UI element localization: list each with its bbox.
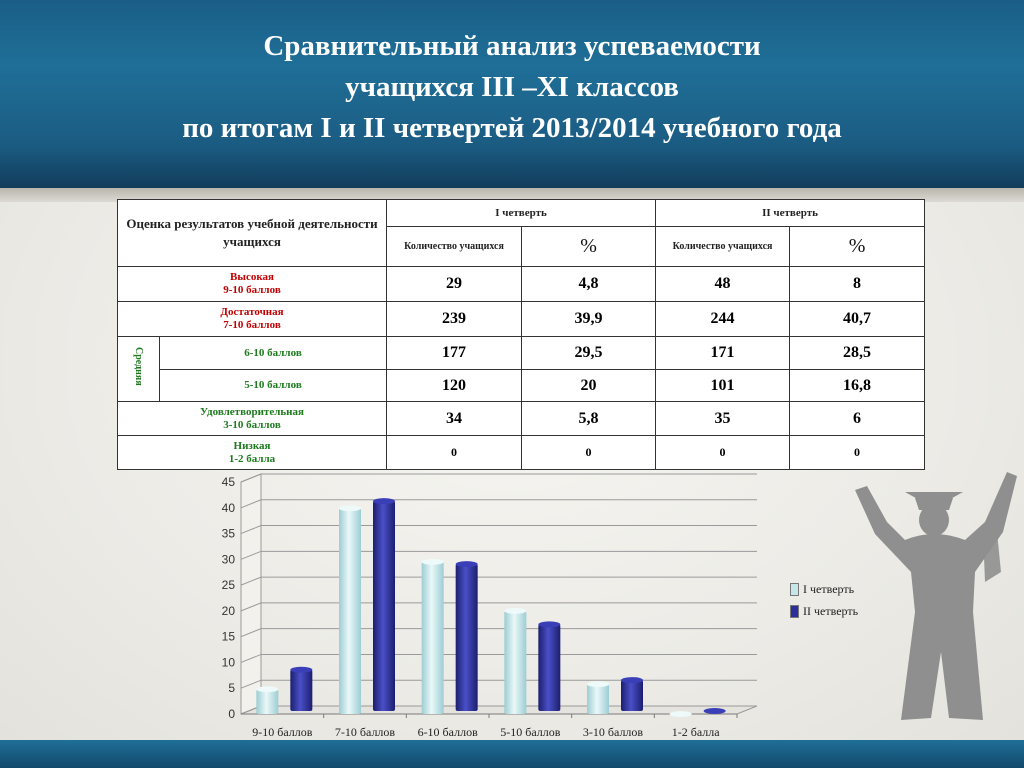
chart-legend (790, 578, 858, 622)
row-label-range: 9-10 баллов (223, 284, 281, 296)
row-label (118, 302, 387, 337)
bar (504, 611, 526, 714)
row-label-title: Достаточная (220, 306, 284, 318)
q1-count-cell: 34 (387, 402, 522, 436)
table-row (118, 302, 925, 337)
bar-cap (504, 608, 526, 614)
x-tick-label: 1-2 балла (671, 725, 720, 739)
bar-cap (621, 677, 643, 683)
q2-pct-cell: 40,7 (790, 302, 925, 337)
row-label: 5-10 баллов (160, 370, 387, 402)
table-row (118, 370, 925, 402)
header-quarter-2: II четверть (656, 200, 925, 227)
q2-pct-cell: 16,8 (790, 370, 925, 402)
bar-cap (422, 559, 444, 565)
row-label-title: Удовлетворительная (200, 405, 304, 418)
gridline (241, 500, 757, 508)
bar (373, 501, 395, 711)
q2-count-cell: 171 (656, 337, 790, 370)
bar (621, 680, 643, 711)
y-tick-label: 45 (221, 475, 235, 489)
x-tick-label: 6-10 баллов (417, 725, 478, 739)
bar (339, 508, 361, 714)
legend-label-q1: I четверть (803, 581, 855, 596)
q2-count-cell: 0 (656, 436, 790, 470)
bar (290, 670, 312, 711)
row-label (118, 402, 387, 436)
y-tick-label: 20 (221, 603, 235, 618)
header-q2-count: Количество учащихся (656, 227, 790, 267)
title-line-1: Сравнительный анализ успеваемости (263, 30, 761, 62)
bar-cap (704, 708, 726, 714)
legend-item (790, 578, 858, 600)
gridline (241, 577, 757, 585)
bar-cap (373, 498, 395, 504)
q2-pct-cell: 0 (790, 436, 925, 470)
q2-pct-cell: 8 (790, 267, 925, 302)
legend-swatch-q2 (790, 605, 799, 618)
bar-cap (256, 686, 278, 692)
y-tick-label: 35 (221, 526, 235, 541)
gridline (241, 474, 757, 482)
q1-pct-cell: 0 (522, 436, 656, 470)
page-title (0, 26, 1024, 149)
y-tick-label: 0 (228, 707, 235, 721)
y-tick-label: 15 (221, 629, 235, 644)
legend-label-q2: II четверть (803, 603, 859, 618)
y-tick-label: 5 (228, 681, 235, 696)
header-q1-pct: % (522, 227, 656, 267)
row-label (118, 267, 387, 302)
row-label: 6-10 баллов (160, 337, 387, 370)
header-q1-count: Количество учащихся (387, 227, 522, 267)
title-line-2: учащихся III –XI классов (345, 71, 679, 103)
q1-count-cell: 177 (387, 337, 522, 370)
row-label (118, 436, 387, 470)
q1-count-cell: 29 (387, 267, 522, 302)
row-label-title: Низкая (233, 439, 271, 452)
row-label-title: Высокая (230, 271, 274, 283)
bar (456, 564, 478, 711)
q2-count-cell: 48 (656, 267, 790, 302)
bar-cap (456, 561, 478, 567)
bar-cap (339, 505, 361, 511)
legend-item (790, 600, 858, 622)
y-tick-label: 10 (221, 655, 235, 670)
table-row (118, 337, 925, 370)
q2-pct-cell: 6 (790, 402, 925, 436)
title-line-3: по итогам I и II четвертей 2013/2014 учебного года (182, 112, 842, 144)
gridline (241, 603, 757, 611)
gridline (241, 654, 757, 662)
bar-cap (587, 681, 609, 687)
graduate-silhouette-image (845, 462, 1024, 732)
q1-count-cell: 239 (387, 302, 522, 337)
legend-swatch-q1 (790, 583, 799, 596)
table-row (118, 436, 925, 470)
bar (256, 689, 278, 714)
bar (538, 624, 560, 711)
bar-chart (205, 472, 765, 742)
footer-bar (0, 740, 1024, 768)
header-assessment: Оценка результатов учебной деятельности учащихся (118, 200, 387, 267)
q1-pct-cell: 20 (522, 370, 656, 402)
gridline (241, 629, 757, 637)
y-tick-label: 30 (221, 552, 235, 567)
q1-pct-cell: 4,8 (522, 267, 656, 302)
gridline (241, 551, 757, 559)
row-label-range: 1-2 балла (228, 452, 276, 465)
header-quarter-1: I четверть (387, 200, 656, 227)
x-tick-label: 7-10 баллов (334, 725, 396, 739)
row-label-range: 7-10 баллов (223, 319, 281, 331)
q1-pct-cell: 5,8 (522, 402, 656, 436)
header-q2-pct: % (790, 227, 925, 267)
bar-cap (670, 711, 692, 717)
y-tick-label: 25 (221, 578, 235, 593)
bar (587, 684, 609, 714)
q2-count-cell: 101 (656, 370, 790, 402)
q2-pct-cell: 28,5 (790, 337, 925, 370)
q1-pct-cell: 39,9 (522, 302, 656, 337)
q1-count-cell: 120 (387, 370, 522, 402)
results-table (117, 199, 925, 470)
x-tick-label: 3-10 баллов (582, 725, 644, 739)
bar (422, 562, 444, 714)
bar-cap (538, 621, 560, 627)
row-label-range: 3-10 баллов (223, 418, 281, 431)
gridline (241, 526, 757, 534)
q1-pct-cell: 29,5 (522, 337, 656, 370)
bar-cap (290, 667, 312, 673)
chart-side-wall (241, 474, 261, 714)
q2-count-cell: 244 (656, 302, 790, 337)
table-row (118, 267, 925, 302)
q2-count-cell: 35 (656, 402, 790, 436)
table-row (118, 402, 925, 436)
q1-count-cell: 0 (387, 436, 522, 470)
group-label: Средняя (133, 347, 144, 386)
y-tick-label: 40 (221, 500, 235, 515)
gridline (241, 680, 757, 688)
x-tick-label: 5-10 баллов (500, 725, 561, 739)
x-tick-label: 9-10 баллов (252, 725, 313, 739)
group-cell-average (118, 337, 160, 402)
